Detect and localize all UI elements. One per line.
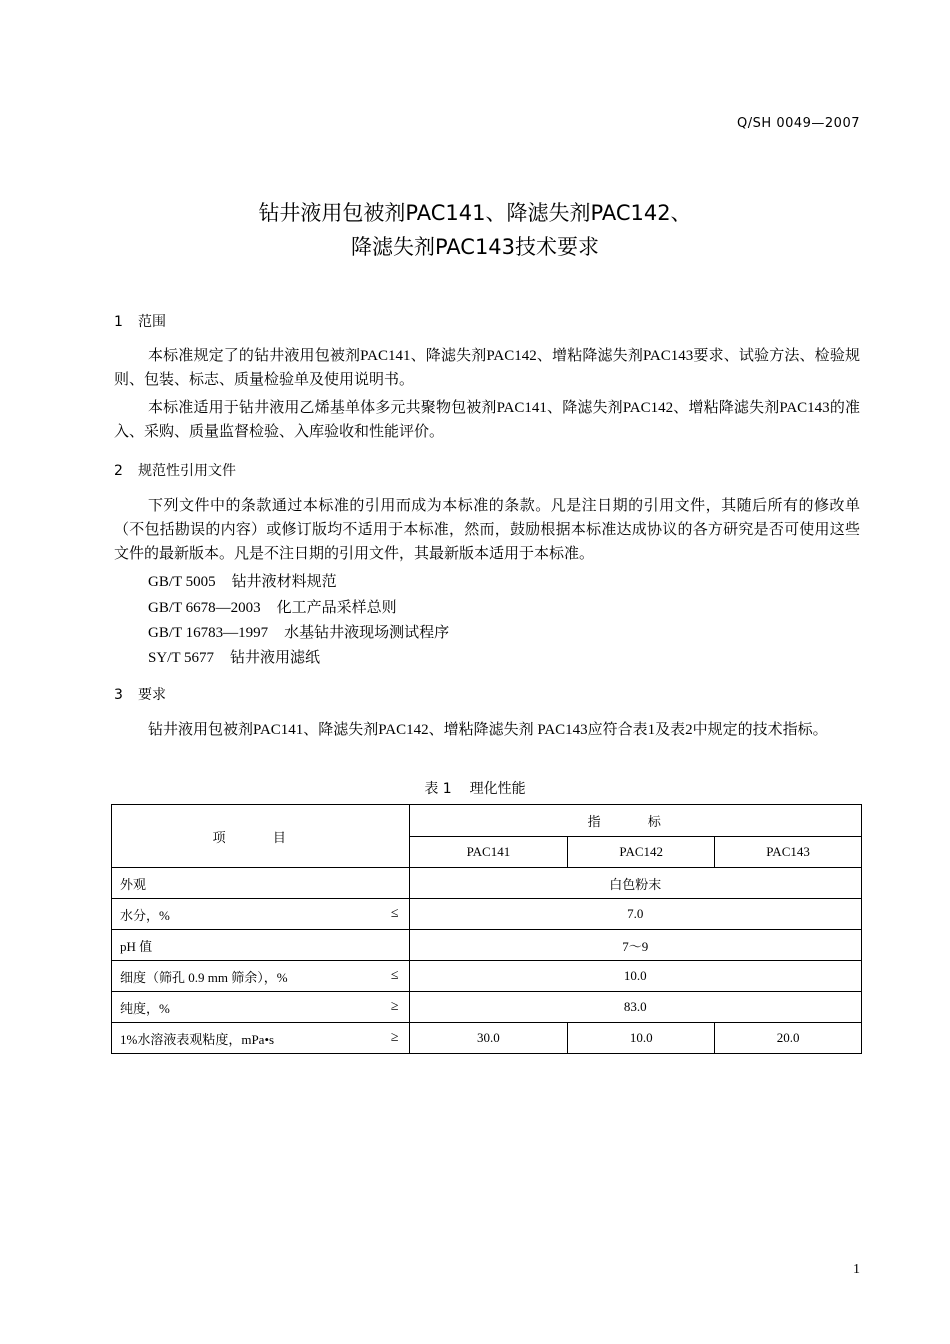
row-item: pH 值 xyxy=(112,930,410,961)
row-value: 20.0 xyxy=(715,1023,862,1054)
section-title: 规范性引用文件 xyxy=(138,463,236,479)
reference-item xyxy=(148,570,337,591)
section-2-heading xyxy=(114,460,236,480)
row-item: 水分，% ≤ xyxy=(112,899,410,930)
table-row xyxy=(112,899,862,930)
section-1-paragraph-2: 本标准适用于钻井液用乙烯基单体多元共聚物包被剂PAC141、降滤失剂PAC142、增粘降滤失剂PAC143的准入、采购、质量监督检验、入库验收和性能评价。 xyxy=(114,400,860,440)
section-3-heading xyxy=(114,684,166,704)
row-value: 30.0 xyxy=(409,1023,568,1054)
table-row xyxy=(112,1023,862,1054)
row-item: 细度（筛孔 0.9 mm 筛余），% ≤ xyxy=(112,961,410,992)
column-header: PAC141 xyxy=(409,836,568,868)
reference-item xyxy=(148,621,449,642)
table-row xyxy=(112,868,862,899)
header-item: 项 目 xyxy=(112,805,410,868)
reference-name: 水基钻井液现场测试程序 xyxy=(284,625,450,641)
row-value: 7～9 xyxy=(409,930,861,961)
row-value: 7.0 xyxy=(409,899,861,930)
row-value: 10.0 xyxy=(568,1023,715,1054)
reference-item xyxy=(148,596,397,617)
column-header: PAC142 xyxy=(568,836,715,868)
table-header-row xyxy=(112,805,862,837)
row-item: 外观 xyxy=(112,868,410,899)
reference-code: GB/T 5005 xyxy=(148,574,216,590)
table-row xyxy=(112,992,862,1023)
row-item: 纯度，% ≥ xyxy=(112,992,410,1023)
row-value: 白色粉末 xyxy=(409,868,861,899)
table-title: 理化性能 xyxy=(469,781,526,797)
section-2-paragraph-1: 下列文件中的条款通过本标准的引用而成为本标准的条款。凡是注日期的引用文件，其随后所有的修改单（不包括勘误的内容）或修订版均不适用于本标准，然而，鼓励根据本标准达成协议的各方研究是否可使用这些文件的最新版本。凡是不注日期的引用文件，其最新版本适用于本标准。 xyxy=(114,498,860,562)
section-title: 要求 xyxy=(138,687,166,703)
row-value: 83.0 xyxy=(409,992,861,1023)
table-caption xyxy=(0,778,950,798)
reference-name: 钻井液用滤纸 xyxy=(229,650,320,666)
title-line-2: 降滤失剂PAC143技术要求 xyxy=(350,235,600,259)
reference-name: 化工产品采样总则 xyxy=(276,600,397,616)
reference-item xyxy=(148,646,320,667)
section-1-heading xyxy=(114,311,166,331)
column-header: PAC143 xyxy=(715,836,862,868)
table-number: 表 1 xyxy=(424,781,452,797)
reference-code: SY/T 5677 xyxy=(148,650,214,666)
page-number: 1 xyxy=(853,1262,860,1277)
header-index: 指 标 xyxy=(409,805,861,837)
reference-code: GB/T 16783—1997 xyxy=(148,625,269,641)
row-value: 10.0 xyxy=(409,961,861,992)
title-line-1: 钻井液用包被剂PAC141、降滤失剂PAC142、 xyxy=(258,201,692,225)
standard-code: Q/SH 0049—2007 xyxy=(737,116,860,131)
table-row xyxy=(112,961,862,992)
row-item: 1%水溶液表观粘度，mPa•s ≥ xyxy=(112,1023,410,1054)
section-3-paragraph-1: 钻井液用包被剂PAC141、降滤失剂PAC142、增粘降滤失剂 PAC143应符合表1及表2中规定的技术指标。 xyxy=(148,722,828,738)
table-row xyxy=(112,930,862,961)
section-number: 3 xyxy=(114,687,123,703)
section-1-paragraph-1: 本标准规定了的钻井液用包被剂PAC141、降滤失剂PAC142、增粘降滤失剂PAC143要求、试验方法、检验规则、包装、标志、质量检验单及使用说明书。 xyxy=(114,348,860,388)
document-title xyxy=(0,196,950,264)
section-title: 范围 xyxy=(138,314,166,330)
properties-table xyxy=(111,804,862,1054)
reference-name: 钻井液材料规范 xyxy=(231,574,337,590)
section-number: 2 xyxy=(114,463,123,479)
section-number: 1 xyxy=(114,314,123,330)
reference-code: GB/T 6678—2003 xyxy=(148,600,261,616)
